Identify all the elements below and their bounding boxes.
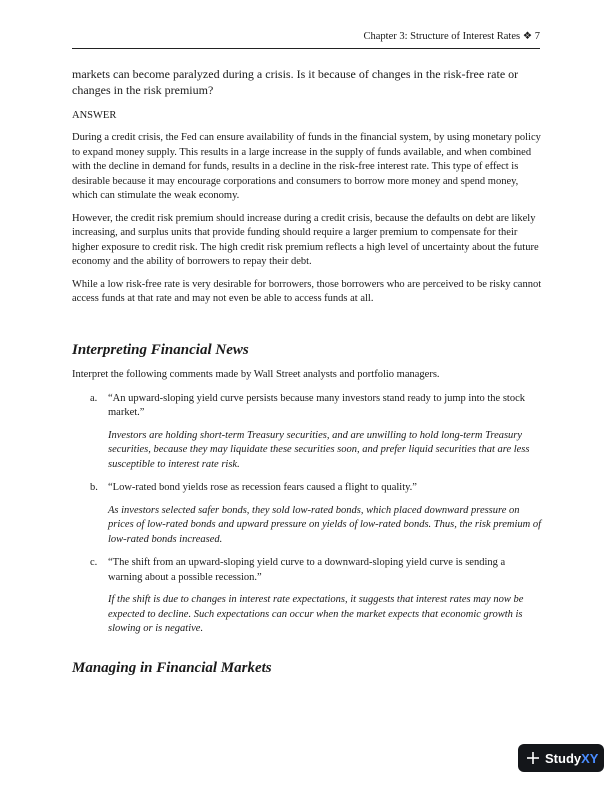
answer-label: ANSWER xyxy=(72,110,117,121)
item-answer: Investors are holding short-term Treasury securities, and are unwilling to hold long-term Treasury securities, because they may liquidate these securities soon, and prefer liquid securities that are less susceptible to interest rate risk. xyxy=(108,429,530,470)
section-intro: Interpret the following comments made by Wall Street analysts and portfolio managers. xyxy=(72,368,440,380)
answer-paragraph-1: During a credit crisis, the Fed can ensure availability of funds in the financial system, by using monetary policy to expand money supply. This results in a large increase in the supply of funds available, and when combined with the decline in demand for funds, results in a decline in the risk-free interest rate. This type of effect is desirable because it may encourage corporations and consumers to borrow more money and spend money, which can stimulate the weak economy. xyxy=(72,132,541,201)
answer-paragraph-2: However, the credit risk premium should increase during a credit crisis, because the defaults on debt are likely increasing, and surplus units that provide funding should require a larger premium to compensate for their higher exposure to credit risk. The high credit risk premium reflects a high level of uncertainty about the future economy and the ability of borrowers to repay their debt. xyxy=(72,212,539,267)
section-heading-managing: Managing in Financial Markets xyxy=(72,659,272,676)
studyxy-watermark[interactable] xyxy=(518,744,604,772)
running-title: Chapter 3: Structure of Interest Rates ❖ 7 xyxy=(363,31,540,42)
plus-icon xyxy=(526,751,540,765)
item-letter: b. xyxy=(90,482,98,493)
list-item xyxy=(72,481,542,547)
question-continuation: markets can become paralyzed during a crisis. Is it because of changes in the risk-free rate or changes in the risk premium? xyxy=(72,67,519,97)
item-letter: c. xyxy=(90,557,98,568)
item-quote: “An upward-sloping yield curve persists because many investors stand ready to jump into the stock market.” xyxy=(108,392,525,418)
item-answer: If the shift is due to changes in interest rate expectations, it suggests that interest rates may now be expected to decline. Such expectations can occur when the market expects that economic growth is slowing or is negative. xyxy=(108,594,524,634)
item-answer: As investors selected safer bonds, they sold low-rated bonds, which placed downward pressure on prices of low-rated bonds and upward pressure on yields of low-rated bonds. Thus, the risk premium of low-rated bonds increased. xyxy=(108,504,542,545)
section-heading-interpreting: Interpreting Financial News xyxy=(72,341,249,358)
running-header xyxy=(72,30,540,49)
item-quote: “The shift from an upward-sloping yield curve to a downward-sloping yield curve is sending a warning about a possible recession.” xyxy=(108,557,506,583)
list-item xyxy=(72,556,542,637)
item-letter: a. xyxy=(90,392,98,404)
answer-paragraph-3: While a low risk-free rate is very desirable for borrowers, those borrowers who are perceived to be risky cannot access funds at that rate and may not even be able to access funds at all. xyxy=(72,278,542,304)
page-content xyxy=(72,66,542,677)
list-item xyxy=(72,392,542,473)
watermark-brand: StudyXY xyxy=(545,750,599,766)
item-quote: “Low-rated bond yields rose as recession fears caused a flight to quality.” xyxy=(108,482,417,493)
